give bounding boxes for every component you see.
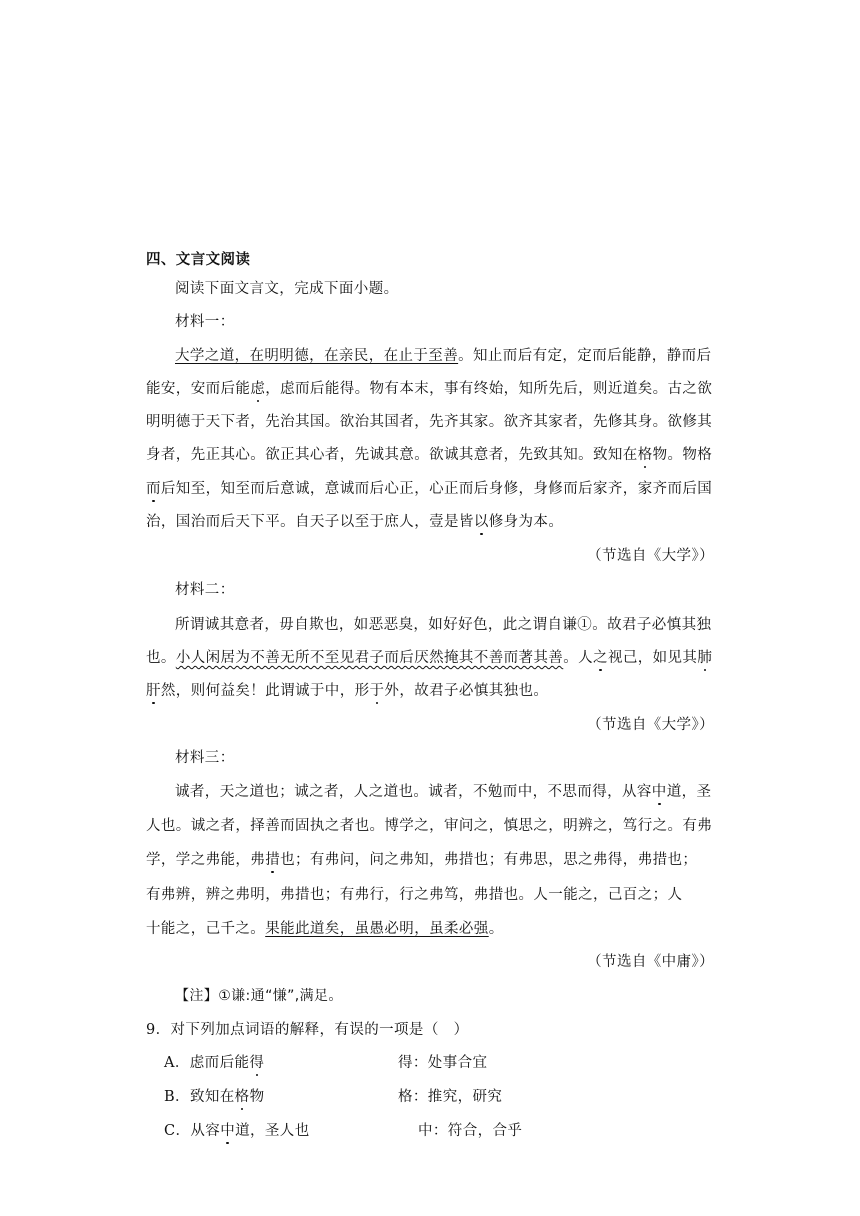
wavy-underlined-sentence: 小人闲居为不善无所不至见君子而后厌然掩其不善而著其善 [175, 650, 564, 666]
material1-label: 材料一： [175, 314, 235, 330]
dotted-char: 于 [369, 683, 385, 699]
dotted-char: 措 [265, 852, 281, 868]
material1-source: （节选自《大学》） [587, 548, 714, 564]
dotted-char: 以 [473, 514, 489, 530]
material1-line-2: 能安，安而后能虑，虑而后能得。物有本末，事有终始，知所先后，则近道矣。古之欲 [146, 381, 713, 397]
material2-source: （节选自《大学》） [587, 717, 714, 733]
material2-label: 材料二： [175, 582, 235, 598]
option-a[interactable]: A．虑而后能得 得：处事合宜 [164, 1051, 732, 1072]
dotted-char: 得 [249, 1055, 265, 1071]
option-b-explanation: 格：推究，研究 [398, 1089, 503, 1105]
material1-line-6: 治，国治而后天下平。自天子以至于庶人，壹是皆以修身为本。 [146, 514, 564, 530]
material2-line-2: 也。小人闲居为不善无所不至见君子而后厌然掩其不善而著其善。人之视己，如见其肺 [146, 650, 713, 666]
material3-line-3: 学，学之弗能，弗措也；有弗问，问之弗知，弗措也；有弗思，思之弗得，弗措也； [146, 852, 698, 868]
material3-label: 材料三： [175, 750, 235, 766]
dotted-char: 格 [637, 447, 653, 463]
material1-line-3: 明明德于天下者，先治其国。欲治其国者，先齐其家。欲齐其家者，先修其身。欲修其 [146, 414, 713, 430]
dotted-char: 格 [234, 1089, 250, 1105]
material1-line-1: 大学之道，在明明德，在亲民，在止于至善。知止而后有定，定而后能静，静而后 [175, 348, 712, 364]
material1-line-5: 而后知至，知至而后意诚，意诚而后心正，心正而后身修，身修而后家齐，家齐而后国 [146, 481, 713, 497]
option-b[interactable]: B．致知在格物 格：推究，研究 [164, 1085, 732, 1106]
underlined-sentence: 大学之道，在明明德，在亲民，在止于至善 [175, 348, 459, 364]
material3-line-1: 诚者，天之道也；诚之者，人之道也。诚者，不勉而中，不思而得，从容中道，圣 [175, 784, 712, 800]
material3-line-2: 人也。诚之者，择善而固执之者也。博学之，审问之，慎思之，明辨之，笃行之。有弗 [146, 818, 713, 834]
material1-line-4: 身者，先正其心。欲正其心者，先诚其意。欲诚其意者，先致其知。致知在格物。物格 [146, 447, 713, 463]
option-c-explanation: 中：符合，合乎 [418, 1123, 523, 1139]
dotted-char: 中 [651, 784, 667, 800]
option-a-explanation: 得：处事合宜 [398, 1055, 488, 1071]
material3-source: （节选自《中庸》） [587, 954, 714, 970]
instruction: 阅读下面文言文，完成下面小题。 [175, 281, 399, 297]
dotted-char: 之 [593, 650, 608, 666]
dotted-char: 肝 [146, 683, 161, 699]
underlined-sentence: 果能此道矣，虽愚必明，虽柔必强 [265, 921, 489, 937]
dotted-char: 中 [220, 1123, 236, 1139]
material3-line-5: 十能之，己千之。果能此道矣，虽愚必明，虽柔必强。 [146, 921, 504, 937]
material3-line-4: 有弗辨，辨之弗明，弗措也；有弗行，行之弗笃，弗措也。人一能之，己百之；人 [146, 887, 683, 903]
section-title: 四、文言文阅读 [146, 252, 251, 268]
material2-line-3: 肝然，则何益矣！此谓诚于中，形于外，故君子必慎其独也。 [146, 683, 549, 699]
material2-line-1: 所谓诚其意者，毋自欺也，如恶恶臭，如好好色，此之谓自谦①。故君子必慎其独 [175, 617, 712, 633]
footnote: 【注】①谦:通“慊”,满足。 [175, 988, 343, 1004]
dotted-char: 而 [146, 481, 161, 497]
question-stem: 9．对下列加点词语的解释，有误的一项是（ ） [146, 1022, 469, 1038]
dotted-char: 虑 [250, 381, 266, 397]
dotted-char: 肺 [697, 650, 713, 666]
option-c[interactable]: C．从容中道，圣人也 中：符合，合乎 [164, 1119, 732, 1140]
